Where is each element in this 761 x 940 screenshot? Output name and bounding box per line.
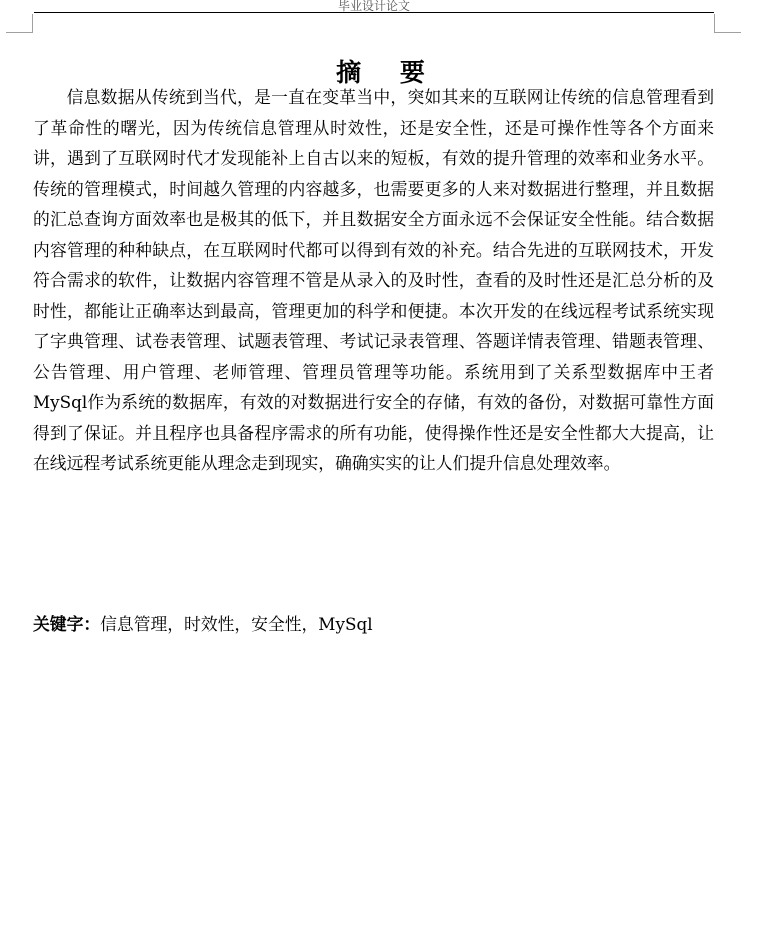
keywords-value: 信息管理，时效性，安全性，MySql xyxy=(100,614,373,634)
page-header xyxy=(34,0,714,13)
keywords-label: 关键字： xyxy=(33,614,101,634)
abstract-title: 摘 要 xyxy=(336,57,440,87)
crop-mark-left xyxy=(6,14,33,33)
crop-mark-right xyxy=(714,14,741,33)
abstract-body: 信息数据从传统到当代，是一直在变革当中，突如其来的互联网让传统的信息管理看到了革命性的曙光，因为传统信息管理从时效性，还是安全性，还是可操作性等各个方面来讲，遇到了互联网时代才发现能补上自古以来的短板，有效的提升管理的效率和业务水平。传统的管理模式，时间越久管理的内容越多，也需要更多的人来对数据进行整理，并且数据的汇总查询方面效率也是极其的低下，并且数据安全方面永远不会保证安全性能。结合数据内容管理的种种缺点，在互联网时代都可以得到有效的补充。结合先进的互联网技术，开发符合需求的软件，让数据内容管理不管是从录入的及时性，查看的及时性还是汇总分析的及时性，都能让正确率达到最高，管理更加的科学和便捷。本次开发的在线远程考试系统实现了字典管理、试卷表管理、试题表管理、考试记录表管理、答题详情表管理、错题表管理、公告管理、用户管理、老师管理、管理员管理等功能。系统用到了关系型数据库中王者MySql作为系统的数据库，有效的对数据进行安全的存储，有效的备份，对数据可靠性方面得到了保证。并且程序也具备程序需求的所有功能，使得操作性还是安全性都大大提高，让在线远程考试系统更能从理念走到现实，确确实实的让人们提升信息处理效率。 xyxy=(33,87,714,473)
keywords-line xyxy=(33,610,714,638)
header-text: 毕业设计论文 xyxy=(337,0,410,13)
